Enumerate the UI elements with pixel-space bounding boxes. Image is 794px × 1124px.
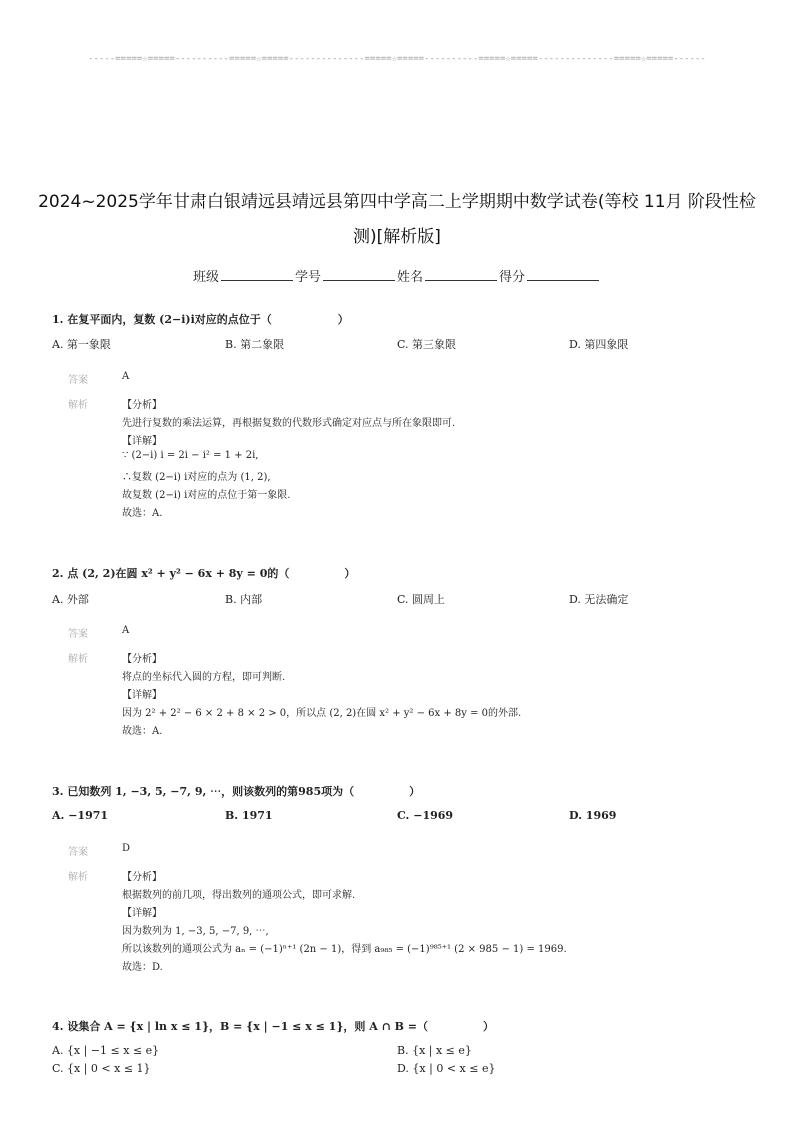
class-blank (221, 268, 293, 281)
analysis-label: 解析 (68, 654, 88, 665)
header-decoration: -----=====☆=====----------=====☆=====--------------=====☆=====----------=====☆=====--------------=====☆=====------ (88, 54, 706, 64)
analysis-line: ∴复数 (2−i) i对应的点为 (1, 2), (122, 472, 271, 483)
score-label: 得分 (499, 270, 526, 285)
option-d: D. 1969 (569, 809, 617, 822)
analysis-line: 所以该数列的通项公式为 aₙ = (−1)ⁿ⁺¹ (2n − 1)，得到 a₉₈₅ = (−1)⁹⁸⁵⁺¹ (2 × 985 − 1) = 1969. (122, 944, 567, 955)
analysis-line: 因为 2² + 2² − 6 × 2 + 8 × 2 > 0，所以点 (2, 2)在圆 x² + y² − 6x + 8y = 0的外部. (122, 708, 522, 719)
option-b: B. 内部 (225, 593, 263, 606)
student-info (0, 266, 794, 285)
option-d: D. {x | 0 < x ≤ e} (397, 1062, 496, 1075)
analysis-line: 故选：A. (122, 726, 163, 737)
answer-value: D (122, 843, 131, 854)
question-stem: 2. 点 (2, 2)在圆 x² + y² − 6x + 8y = 0的（ ） (52, 567, 356, 580)
answer-label: 答案 (68, 375, 88, 386)
option-b: B. 第二象限 (225, 338, 285, 351)
option-a: A. 第一象限 (52, 338, 111, 351)
option-d: D. 无法确定 (569, 593, 629, 606)
option-c: C. 第三象限 (397, 338, 457, 351)
answer-label: 答案 (68, 629, 88, 640)
option-a: A. −1971 (52, 809, 109, 822)
class-label: 班级 (192, 270, 219, 285)
analysis-line: 故选：D. (122, 962, 163, 973)
answer-value: A (122, 371, 130, 382)
analysis-line: 【分析】 (122, 400, 162, 411)
option-c: C. −1969 (397, 809, 454, 822)
analysis-line: 先进行复数的乘法运算，再根据复数的代数形式确定对应点与所在象限即可. (122, 418, 456, 429)
analysis-line: 【分析】 (122, 654, 162, 665)
analysis-line: 将点的坐标代入圆的方程，即可判断. (122, 672, 286, 683)
name-label: 姓名 (397, 270, 424, 285)
analysis-line: 【分析】 (122, 872, 162, 883)
page-title-line1: 2024~2025学年甘肃白银靖远县靖远县第四中学高二上学期期中数学试卷(等校 11月 阶段性检 (38, 192, 756, 212)
analysis-line: 故选：A. (122, 508, 163, 519)
analysis-line: ∵ (2−i) i = 2i − i² = 1 + 2i, (122, 450, 259, 461)
question-stem: 4. 设集合 A = {x | ln x ≤ 1}，B = {x | −1 ≤ x ≤ 1}，则 A ∩ B =（ ） (52, 1020, 494, 1033)
analysis-line: 因为数列为 1, −3, 5, −7, 9, ⋯, (122, 926, 269, 937)
analysis-line: 【详解】 (122, 436, 162, 447)
score-blank (527, 268, 599, 281)
analysis-line: 【详解】 (122, 908, 162, 919)
question-stem: 3. 已知数列 1, −3, 5, −7, 9, ⋯，则该数列的第985项为（ ） (52, 785, 421, 798)
analysis-label: 解析 (68, 872, 88, 883)
answer-label: 答案 (68, 847, 88, 858)
analysis-line: 故复数 (2−i) i对应的点位于第一象限. (122, 490, 291, 501)
option-b: B. {x | x ≤ e} (397, 1044, 472, 1057)
question-stem: 1. 在复平面内，复数 (2−i)i对应的点位于（ ） (52, 313, 349, 326)
page-title-line2: 测)[解析版] (353, 227, 441, 247)
option-d: D. 第四象限 (569, 338, 629, 351)
analysis-label: 解析 (68, 400, 88, 411)
answer-value: A (122, 625, 130, 636)
id-label: 学号 (294, 270, 321, 285)
option-a: A. 外部 (52, 593, 89, 606)
option-b: B. 1971 (225, 809, 273, 822)
option-a: A. {x | −1 ≤ x ≤ e} (52, 1044, 160, 1057)
option-c: C. {x | 0 < x ≤ 1} (52, 1062, 151, 1075)
option-c: C. 圆周上 (397, 593, 446, 606)
id-blank (323, 268, 395, 281)
name-blank (425, 268, 497, 281)
analysis-line: 根据数列的前几项，得出数列的通项公式，即可求解. (122, 890, 356, 901)
analysis-line: 【详解】 (122, 690, 162, 701)
